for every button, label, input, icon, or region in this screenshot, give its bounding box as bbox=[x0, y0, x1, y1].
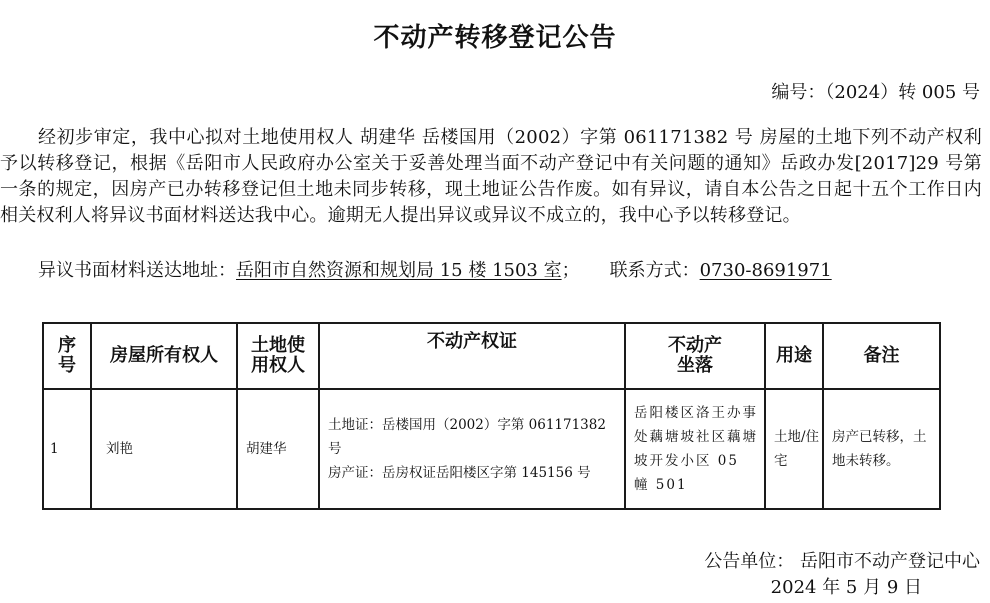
cell-certificate bbox=[319, 389, 625, 509]
objection-address-line bbox=[38, 258, 832, 284]
header-land-user: 土地使用权人 bbox=[237, 323, 319, 389]
document-number: 编号：（2024）转 005 号 bbox=[771, 82, 980, 103]
header-usage: 用途 bbox=[765, 323, 823, 389]
issue-date: 2024 年 5 月 9 日 bbox=[770, 577, 922, 598]
address-separator: ； bbox=[561, 260, 580, 281]
header-index: 序号 bbox=[43, 323, 91, 389]
table-header-row bbox=[43, 323, 940, 389]
contact-label: 联系方式： bbox=[609, 260, 700, 281]
house-certificate: 房产证：岳房权证岳阳楼区字第 145156 号 bbox=[328, 465, 591, 481]
issuing-unit: 公告单位： 岳阳市不动产登记中心 bbox=[704, 551, 980, 572]
cell-owner: 刘艳 bbox=[91, 389, 237, 509]
address-label: 异议书面材料送达地址： bbox=[38, 260, 236, 281]
cell-remark: 房产已转移，土地未转移。 bbox=[823, 389, 940, 509]
contact-phone: 0730-8691971 bbox=[699, 260, 832, 281]
header-remark: 备注 bbox=[823, 323, 940, 389]
signature-block bbox=[704, 549, 980, 601]
cell-usage: 土地/住宅 bbox=[765, 389, 823, 509]
address-value: 岳阳市自然资源和规划局 15 楼 1503 室 bbox=[236, 260, 562, 281]
notice-table bbox=[42, 322, 941, 510]
header-location: 不动产坐落 bbox=[625, 323, 765, 389]
cell-index: 1 bbox=[43, 389, 91, 509]
header-certificate: 不动产权证 bbox=[319, 323, 625, 389]
cell-location: 岳阳楼区洛王办事处藕塘坡社区藕塘坡开发小区 05 幢 501 bbox=[625, 389, 765, 509]
table-row bbox=[43, 389, 940, 509]
land-certificate: 土地证：岳楼国用（2002）字第 061171382 号 bbox=[328, 417, 606, 457]
cell-land-user: 胡建华 bbox=[237, 389, 319, 509]
page-title: 不动产转移登记公告 bbox=[373, 23, 617, 53]
header-owner: 房屋所有权人 bbox=[91, 323, 237, 389]
notice-body-paragraph: 经初步审定，我中心拟对土地使用权人 胡建华 岳楼国用（2002）字第 061171382 号 房屋的土地下列不动产权利予以转移登记，根据《岳阳市人民政府办公室关于妥善处理当面不动产登记中有关问题的通知》岳政办发[2017]29 号第一条的规定，因房产已办转移登记但土地未同步转移，现土地证公告作废。如有异议，请自本公告之日起十五个工作日内相关权利人将异议书面材料送达我中心。逾期无人提出异议或异议不成立的，我中心予以转移登记。 bbox=[0, 127, 982, 226]
